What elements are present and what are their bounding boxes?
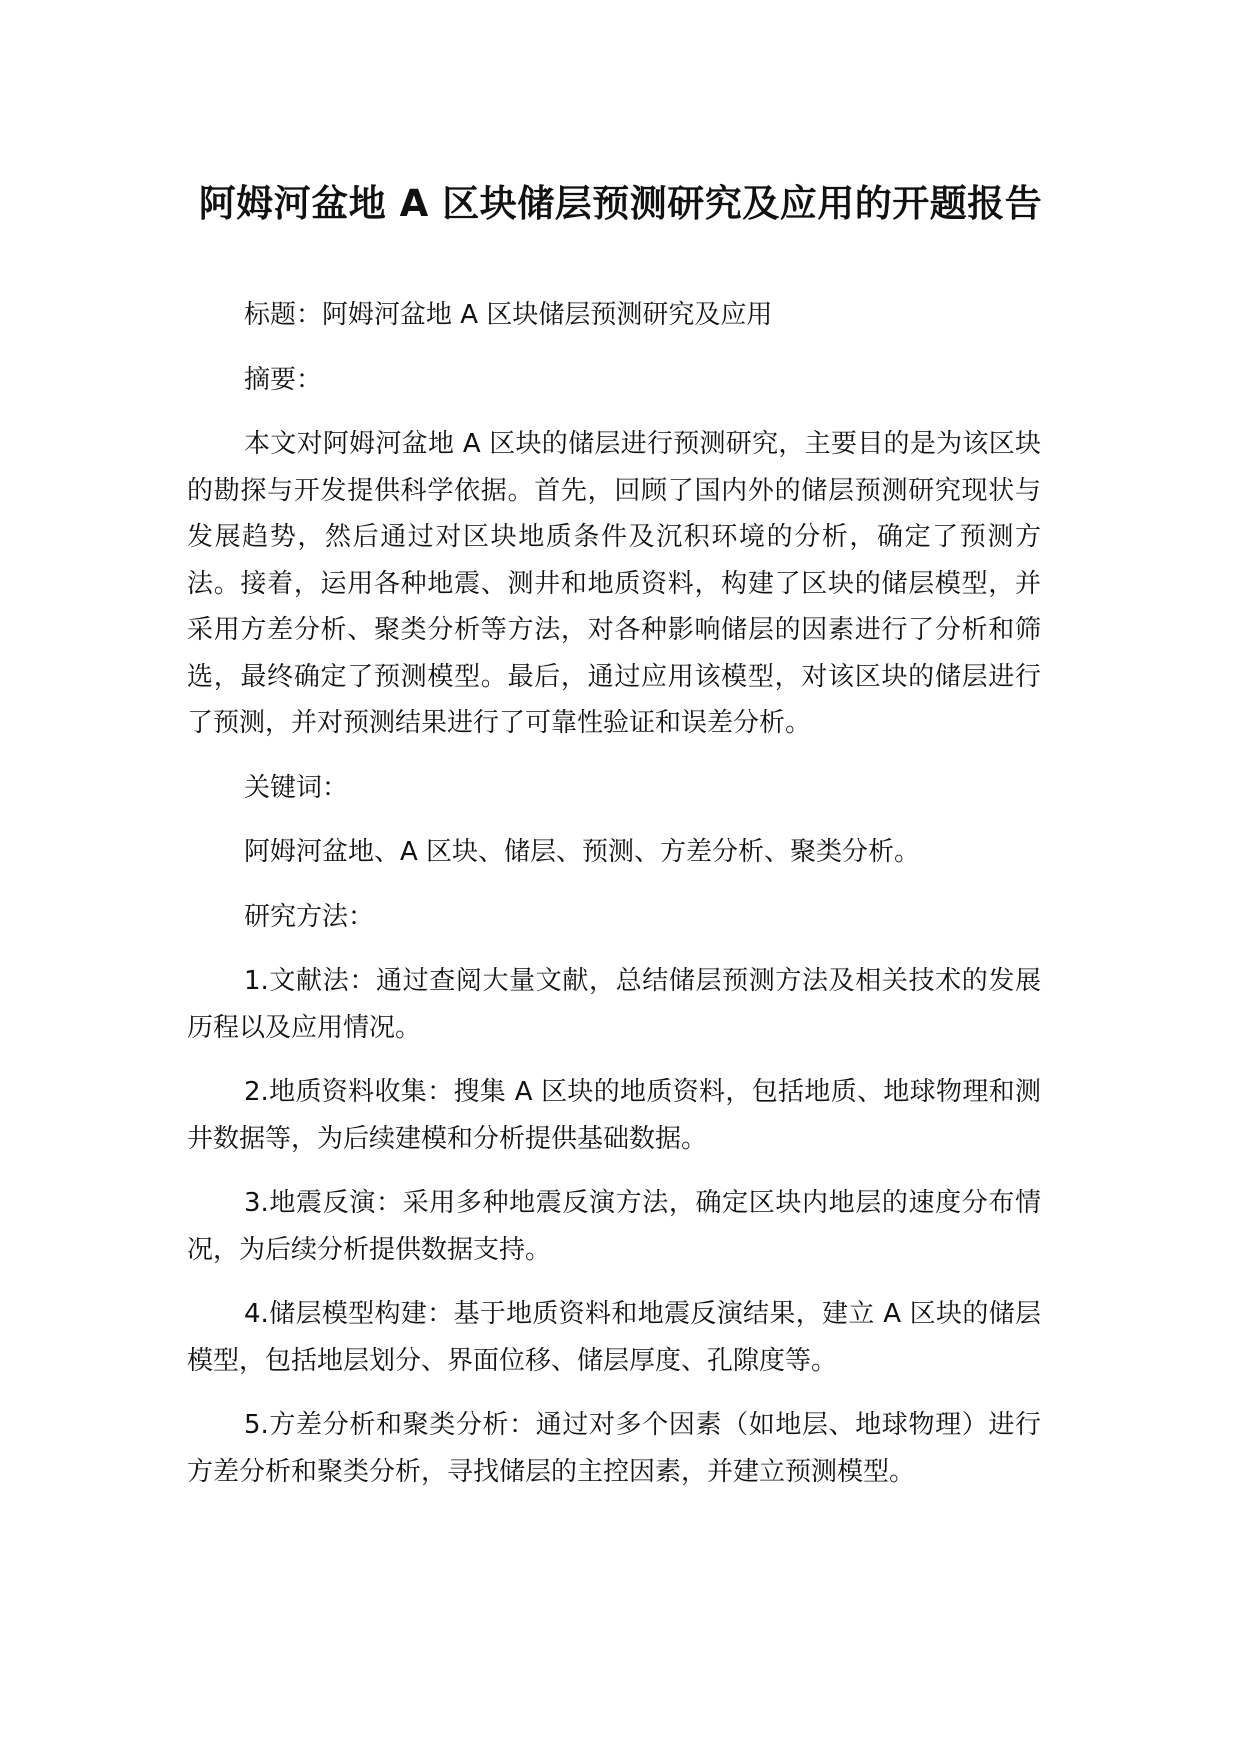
paragraph-keywords: 阿姆河盆地、A 区块、储层、预测、方差分析、聚类分析。 <box>244 837 921 867</box>
paragraph-abstract-heading: 摘要： <box>244 364 323 395</box>
paragraph-methods-heading: 研究方法： <box>244 901 375 932</box>
paragraph-method-4: 4.储层模型构建：基于地质资料和地震反演结果，建立 A 区块的储层模型，包括地层划分、界面位移、储层厚度、孔隙度等。 <box>187 1299 1041 1376</box>
document-title: 阿姆河盆地 A 区块储层预测研究及应用的开题报告 <box>198 182 1043 225</box>
paragraph-method-1: 1.文献法：通过查阅大量文献，总结储层预测方法及相关技术的发展历程以及应用情况。 <box>187 966 1041 1043</box>
document-body <box>187 292 1041 1513</box>
paragraph-method-2: 2.地质资料收集：搜集 A 区块的地质资料，包括地质、地球物理和测井数据等，为后续建模和分析提供基础数据。 <box>187 1077 1041 1154</box>
paragraph-method-5: 5.方差分析和聚类分析：通过对多个因素（如地层、地球物理）进行方差分析和聚类分析，寻找储层的主控因素，并建立预测模型。 <box>187 1410 1041 1487</box>
paragraph-keywords-heading: 关键词： <box>244 772 349 803</box>
paragraph-subject: 标题：阿姆河盆地 A 区块储层预测研究及应用 <box>244 300 773 330</box>
paragraph-method-3: 3.地震反演：采用多种地震反演方法，确定区块内地层的速度分布情况，为后续分析提供数据支持。 <box>187 1188 1041 1265</box>
paragraph-abstract: 本文对阿姆河盆地 A 区块的储层进行预测研究，主要目的是为该区块的勘探与开发提供科学依据。首先，回顾了国内外的储层预测研究现状与发展趋势，然后通过对区块地质条件及沉积环境的分析，确定了预测方法。接着，运用各种地震、测井和地质资料，构建了区块的储层模型，并采用方差分析、聚类分析等方法，对各种影响储层的因素进行了分析和筛选，最终确定了预测模型。最后，通过应用该模型，对该区块的储层进行了预测，并对预测结果进行了可靠性验证和误差分析。 <box>187 429 1041 738</box>
